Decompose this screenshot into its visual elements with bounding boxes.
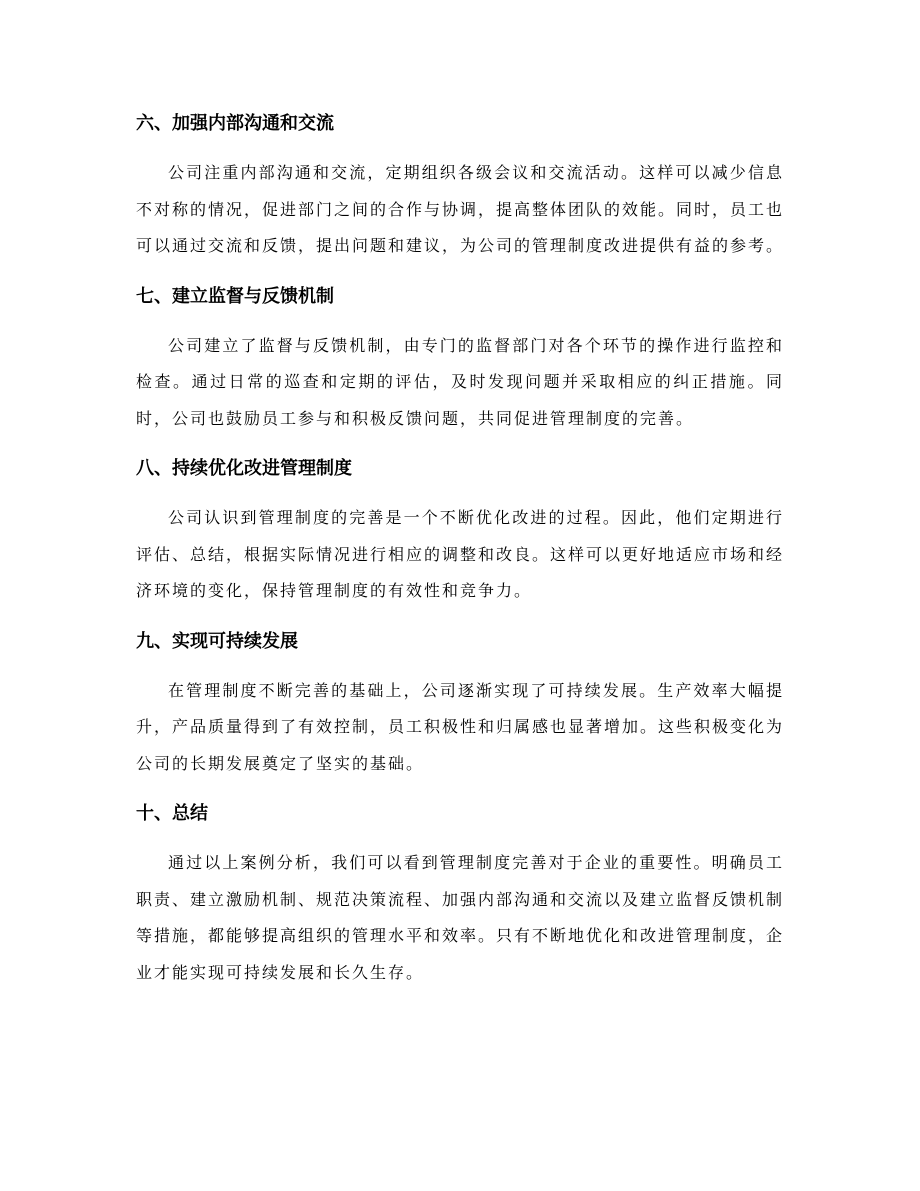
- section-six: [136, 106, 784, 265]
- section-heading: 七、建立监督与反馈机制: [136, 285, 334, 307]
- section-nine: [136, 624, 784, 783]
- section-paragraph: 通过以上案例分析，我们可以看到管理制度完善对于企业的重要性。明确员工职责、建立激励机制、规范决策流程、加强内部沟通和交流以及建立监督反馈机制等措施，都能够提高组织的管理水平和效率。只有不断地优化和改进管理制度，企业才能实现可持续发展和长久生存。: [136, 853, 785, 982]
- section-eight: [136, 451, 784, 610]
- section-paragraph: 公司认识到管理制度的完善是一个不断优化改进的过程。因此，他们定期进行评估、总结，根据实际情况进行相应的调整和改良。这样可以更好地适应市场和经济环境的变化，保持管理制度的有效性和竞争力。: [136, 508, 785, 600]
- section-heading: 六、加强内部沟通和交流: [136, 113, 334, 134]
- document-page: [136, 106, 784, 1005]
- section-ten: [136, 796, 784, 991]
- section-seven: [136, 279, 784, 438]
- section-heading: 九、实现可持续发展: [136, 630, 298, 652]
- section-paragraph: 公司注重内部沟通和交流，定期组织各级会议和交流活动。这样可以减少信息不对称的情况，促进部门之间的合作与协调，提高整体团队的效能。同时，员工也可以通过交流和反馈，提出问题和建议，为公司的管理制度改进提供有益的参考。: [136, 163, 785, 255]
- section-paragraph: 在管理制度不断完善的基础上，公司逐渐实现了可持续发展。生产效率大幅提升，产品质量得到了有效控制，员工积极性和归属感也显著增加。这些积极变化为公司的长期发展奠定了坚实的基础。: [136, 680, 785, 773]
- section-heading: 八、持续优化改进管理制度: [136, 458, 352, 479]
- section-heading: 十、总结: [136, 803, 208, 824]
- section-paragraph: 公司建立了监督与反馈机制，由专门的监督部门对各个环节的操作进行监控和检查。通过日常的巡查和定期的评估，及时发现问题并采取相应的纠正措施。同时，公司也鼓励员工参与和积极反馈问题，共同促进管理制度的完善。: [136, 335, 784, 428]
